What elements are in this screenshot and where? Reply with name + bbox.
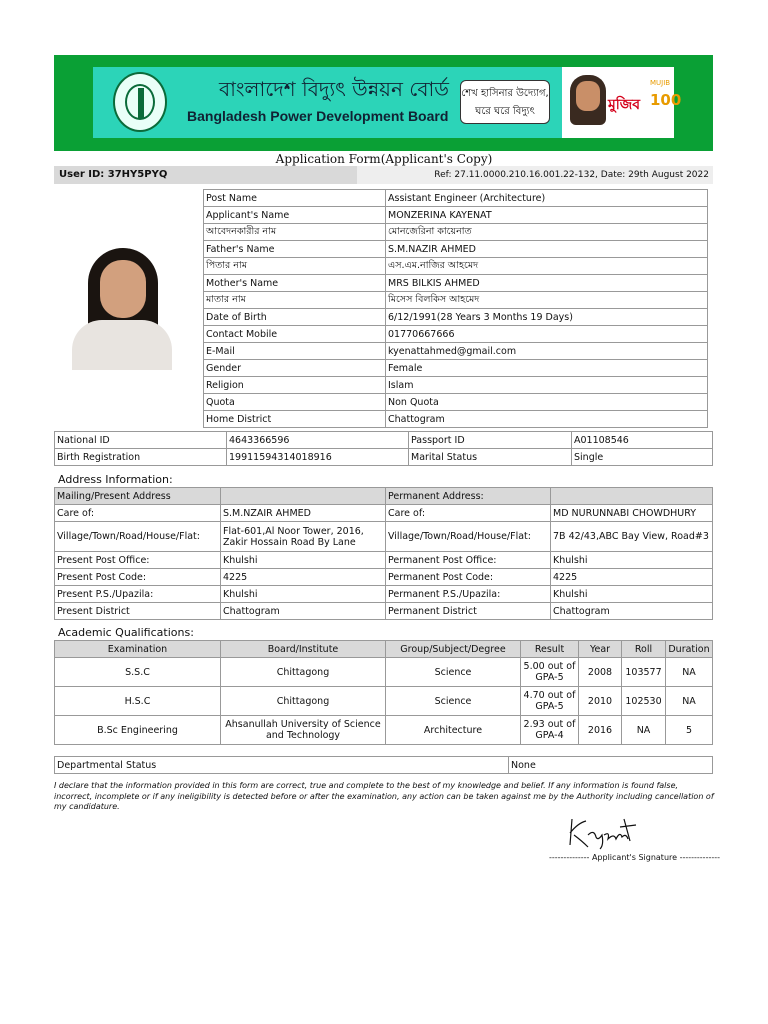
personal-value: kyenattahmed@gmail.com	[386, 343, 708, 360]
permanent-address-header: Permanent Address:	[386, 488, 551, 505]
academic-cell: 2.93 out of GPA-4	[521, 716, 579, 745]
birth-reg-value: 19911594314018916	[227, 449, 409, 466]
personal-row	[204, 309, 708, 326]
personal-value: Islam	[386, 377, 708, 394]
academic-header-row	[55, 641, 713, 658]
personal-label: Religion	[204, 377, 386, 394]
address-value: Khulshi	[221, 552, 386, 569]
academic-section-title: Academic Qualifications:	[58, 626, 194, 639]
address-value: Chattogram	[551, 603, 713, 620]
academic-table	[54, 640, 713, 745]
address-value: Flat-601,Al Noor Tower, 2016, Zakir Hossain Road By Lane	[221, 522, 386, 552]
bangla-title: বাংলাদেশ বিদ্যুৎ উন্নয়ন বোর্ড	[219, 77, 450, 101]
academic-header: Result	[521, 641, 579, 658]
personal-label: আবেদনকারীর নাম	[204, 224, 386, 241]
academic-cell: 103577	[622, 658, 666, 687]
personal-value: 01770667666	[386, 326, 708, 343]
address-label: Permanent P.S./Upazila:	[386, 586, 551, 603]
address-label: Present District	[55, 603, 221, 620]
present-address-header: Mailing/Present Address	[55, 488, 221, 505]
academic-cell: NA	[666, 658, 713, 687]
departmental-table	[54, 756, 713, 774]
slogan-box	[460, 80, 550, 124]
national-id-value: 4643366596	[227, 432, 409, 449]
personal-label: Mother's Name	[204, 275, 386, 292]
academic-cell: Chittagong	[221, 687, 386, 716]
address-row	[55, 505, 713, 522]
header-inner-panel	[93, 67, 562, 138]
personal-row	[204, 377, 708, 394]
academic-row	[55, 658, 713, 687]
mujib-text: মুজিব	[608, 97, 641, 113]
personal-row	[204, 241, 708, 258]
applicant-signature	[564, 811, 639, 851]
academic-cell: Ahsanullah University of Science and Technology	[221, 716, 386, 745]
address-value: 4225	[221, 569, 386, 586]
address-label: Permanent District	[386, 603, 551, 620]
personal-value: 6/12/1991(28 Years 3 Months 19 Days)	[386, 309, 708, 326]
address-label: Permanent Post Code:	[386, 569, 551, 586]
address-value: Khulshi	[221, 586, 386, 603]
personal-row	[204, 394, 708, 411]
academic-cell: Science	[386, 658, 521, 687]
address-label: Permanent Post Office:	[386, 552, 551, 569]
personal-value: MONZERINA KAYENAT	[386, 207, 708, 224]
personal-row	[204, 326, 708, 343]
slogan-line-1: শেখ হাসিনার উদ্যোগ,	[461, 88, 549, 99]
personal-row	[204, 258, 708, 275]
academic-row	[55, 687, 713, 716]
address-value: S.M.NZAIR AHMED	[221, 505, 386, 522]
personal-value: Assistant Engineer (Architecture)	[386, 190, 708, 207]
address-row	[55, 522, 713, 552]
academic-cell: 2016	[579, 716, 622, 745]
personal-row	[204, 411, 708, 428]
address-value: Khulshi	[551, 586, 713, 603]
birth-reg-label: Birth Registration	[55, 449, 227, 466]
address-label: Village/Town/Road/House/Flat:	[55, 522, 221, 552]
address-row	[55, 569, 713, 586]
personal-row	[204, 360, 708, 377]
mujib100-logo-icon	[562, 67, 682, 138]
national-id-label: National ID	[55, 432, 227, 449]
academic-cell: 2010	[579, 687, 622, 716]
marital-value: Single	[572, 449, 713, 466]
academic-cell: Architecture	[386, 716, 521, 745]
personal-label: পিতার নাম	[204, 258, 386, 275]
address-row	[55, 603, 713, 620]
academic-cell: H.S.C	[55, 687, 221, 716]
user-id: User ID: 37HY5PYQ	[54, 166, 357, 184]
personal-row	[204, 190, 708, 207]
academic-header: Board/Institute	[221, 641, 386, 658]
personal-label: Home District	[204, 411, 386, 428]
address-value: MD NURUNNABI CHOWDHURY	[551, 505, 713, 522]
academic-header: Year	[579, 641, 622, 658]
personal-label: Gender	[204, 360, 386, 377]
slogan-line-2: ঘরে ঘরে বিদ্যুৎ	[475, 106, 535, 117]
id-table	[54, 431, 713, 466]
mujib-sub: MUJIB	[650, 79, 671, 87]
passport-value: A01108546	[572, 432, 713, 449]
applicant-photo	[58, 238, 186, 370]
academic-cell: 5.00 out of GPA-5	[521, 658, 579, 687]
personal-value: Non Quota	[386, 394, 708, 411]
academic-header: Group/Subject/Degree	[386, 641, 521, 658]
academic-cell: B.Sc Engineering	[55, 716, 221, 745]
academic-cell: Chittagong	[221, 658, 386, 687]
departmental-label: Departmental Status	[55, 757, 509, 774]
personal-label: Post Name	[204, 190, 386, 207]
academic-cell: 102530	[622, 687, 666, 716]
academic-cell: S.S.C	[55, 658, 221, 687]
address-label: Village/Town/Road/House/Flat:	[386, 522, 551, 552]
mujib-number: 100	[650, 91, 682, 109]
declaration-text: I declare that the information provided in this form are correct, true and complete to the best of my knowledge and belief. If any information is found false, incorrect, incomplete or if any ineligibility is detected before or after the examination, any action can be taken against me by the Authority including cancellation of my candidature.	[54, 781, 714, 811]
personal-row	[204, 292, 708, 309]
personal-value: S.M.NAZIR AHMED	[386, 241, 708, 258]
personal-row	[204, 343, 708, 360]
personal-label: মাতার নাম	[204, 292, 386, 309]
personal-row	[204, 224, 708, 241]
academic-cell: NA	[666, 687, 713, 716]
address-value: 7B 42/43,ABC Bay View, Road#3	[551, 522, 713, 552]
address-table	[54, 487, 713, 620]
address-value: Chattogram	[221, 603, 386, 620]
academic-cell: 2008	[579, 658, 622, 687]
address-label: Present Post Code:	[55, 569, 221, 586]
reference-line: Ref: 27.11.0000.210.16.001.22-132, Date: 29th August 2022	[357, 166, 713, 184]
personal-value: মোনজেরিনা কায়েনাত	[386, 224, 708, 241]
header-banner	[54, 55, 713, 151]
personal-value: Chattogram	[386, 411, 708, 428]
personal-label: Quota	[204, 394, 386, 411]
academic-cell: Science	[386, 687, 521, 716]
address-value: Khulshi	[551, 552, 713, 569]
marital-label: Marital Status	[409, 449, 572, 466]
bpdb-logo-icon	[113, 72, 167, 132]
address-row	[55, 552, 713, 569]
personal-label: Father's Name	[204, 241, 386, 258]
personal-value: Female	[386, 360, 708, 377]
form-title: Application Form(Applicant's Copy)	[275, 152, 493, 166]
address-label: Present P.S./Upazila:	[55, 586, 221, 603]
departmental-value: None	[509, 757, 713, 774]
address-label: Present Post Office:	[55, 552, 221, 569]
personal-label: E-Mail	[204, 343, 386, 360]
address-value: 4225	[551, 569, 713, 586]
personal-value: মিসেস বিলকিস আহমেদ	[386, 292, 708, 309]
address-row	[55, 586, 713, 603]
passport-label: Passport ID	[409, 432, 572, 449]
address-section-title: Address Information:	[58, 473, 173, 486]
academic-header: Roll	[622, 641, 666, 658]
address-label: Care of:	[55, 505, 221, 522]
personal-row	[204, 275, 708, 292]
personal-row	[204, 207, 708, 224]
personal-value: এস.এম.নাজির আহমেদ	[386, 258, 708, 275]
personal-label: Date of Birth	[204, 309, 386, 326]
academic-cell: NA	[622, 716, 666, 745]
personal-value: MRS BILKIS AHMED	[386, 275, 708, 292]
academic-header: Examination	[55, 641, 221, 658]
address-label: Care of:	[386, 505, 551, 522]
personal-label: Contact Mobile	[204, 326, 386, 343]
academic-cell: 5	[666, 716, 713, 745]
signature-label: -------------- Applicant's Signature --------------	[549, 853, 720, 862]
personal-label: Applicant's Name	[204, 207, 386, 224]
personal-info-table	[203, 189, 708, 428]
academic-cell: 4.70 out of GPA-5	[521, 687, 579, 716]
academic-row	[55, 716, 713, 745]
academic-header: Duration	[666, 641, 713, 658]
english-title: Bangladesh Power Development Board	[187, 108, 449, 124]
